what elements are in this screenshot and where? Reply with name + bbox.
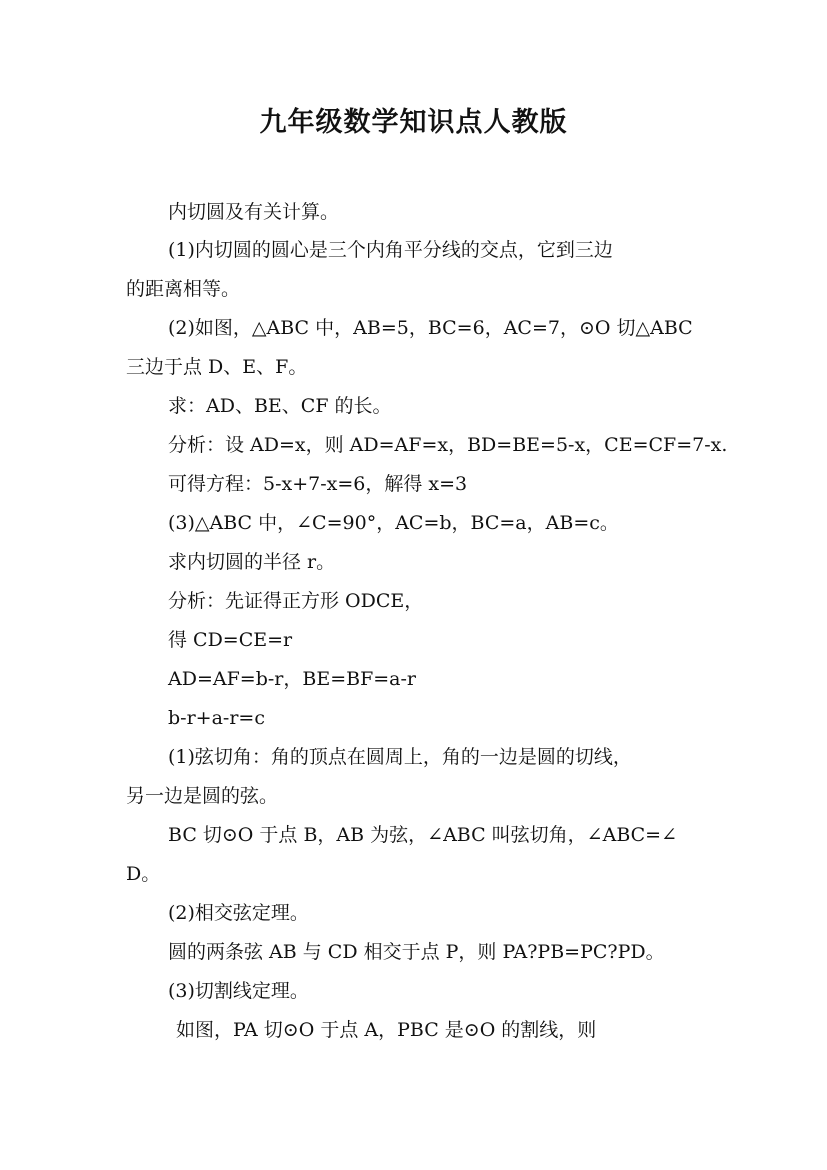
paragraph-line: 另一边是圆的弦。 — [126, 785, 279, 807]
paragraph-line: AD=AF=b-r，BE=BF=a-r — [168, 668, 417, 690]
paragraph-line: 分析：设 AD=x，则 AD=AF=x，BD=BE=5-x，CE=CF=7-x. — [168, 434, 728, 456]
paragraph-line: D。 — [126, 863, 161, 885]
paragraph-line: 三边于点 D、E、F。 — [126, 356, 308, 378]
paragraph-line: 圆的两条弦 AB 与 CD 相交于点 P，则 PA?PB=PC?PD。 — [168, 941, 665, 963]
paragraph-line: (1)弦切角：角的顶点在圆周上，角的一边是圆的切线， — [168, 746, 632, 768]
paragraph-line: 的距离相等。 — [126, 278, 241, 300]
paragraph-line: (2)如图，△ABC 中，AB=5，BC=6，AC=7，⊙O 切△ABC — [168, 317, 693, 339]
paragraph-line: 如图，PA 切⊙O 于点 A，PBC 是⊙O 的割线，则 — [176, 1019, 597, 1041]
paragraph-line: 得 CD=CE=r — [168, 629, 293, 651]
paragraph-line: (3)△ABC 中，∠C=90°，AC=b，BC=a，AB=c。 — [168, 512, 619, 534]
paragraph-line: BC 切⊙O 于点 B，AB 为弦，∠ABC 叫弦切角，∠ABC=∠ — [168, 824, 678, 846]
document-title: 九年级数学知识点人教版 — [259, 107, 568, 138]
paragraph-line: 求：AD、BE、CF 的长。 — [168, 395, 392, 417]
paragraph-line: (2)相交弦定理。 — [168, 902, 309, 924]
paragraph-line: 内切圆及有关计算。 — [168, 201, 340, 223]
paragraph-line: b-r+a-r=c — [168, 707, 265, 729]
paragraph-line: (3)切割线定理。 — [168, 980, 309, 1002]
paragraph-line: 求内切圆的半径 r。 — [168, 551, 336, 573]
paragraph-line: 分析：先证得正方形 ODCE， — [168, 590, 424, 612]
paragraph-line: (1)内切圆的圆心是三个内角平分线的交点，它到三边 — [168, 239, 613, 261]
paragraph-line: 可得方程：5-x+7-x=6，解得 x=3 — [168, 473, 468, 495]
